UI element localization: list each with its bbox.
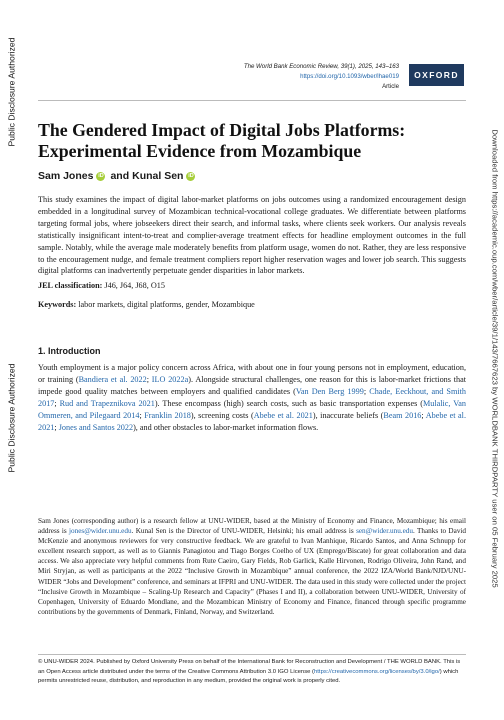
public-disclosure-stamp-top: Public Disclosure Authorized <box>6 37 17 147</box>
section-title: Introduction <box>48 346 101 356</box>
author-conjunction: and <box>110 170 130 182</box>
citation-link[interactable]: Rud and Trapeznikova 2021 <box>59 398 155 408</box>
header-divider <box>38 100 466 101</box>
jel-label: JEL classification: <box>38 281 103 290</box>
citation-link[interactable]: Franklin 2018 <box>144 410 191 420</box>
citation-link[interactable]: Abebe et al. 2021 <box>253 410 313 420</box>
keywords-label: Keywords: <box>38 300 77 309</box>
email-link[interactable]: sen@wider.unu.edu <box>356 527 413 536</box>
section-heading <box>38 346 466 356</box>
author-footnote: Sam Jones (corresponding author) is a research fellow at UNU-WIDER, based at the Ministry of Economy and Finance, Mozambique; his email address is jones@wider.unu.edu. Kunal Sen is the Director of UNU-WIDER, Helsinki; his email address is sen@wider.unu.edu. Thanks to David McKenzie and anonymous reviewers for very constructive feedback. We are grateful to Ivan Manhique, Ricardo Santos, and Anna Schnupp for excellent research support, as well as to Giannis Panagiotou and Tiago Borges Coelho of UX (Emprego/Biscate) for great collaboration and data access. We also appreciate very helpful comments from Rute Caeiro, Gary Fields, Rob Garlick, Kalle Hirvonen, Rodrigo Oliveira, John Rand, and Miri Stryjan, as well as participants at the 2022 “Inclusive Growth in Mozambique” annual conference, the 2022 IZA/World Bank/NJD/UNU-WIDER “Jobs and Development” conference, and seminars at IFPRI and UNU-WIDER. The data used in this study were collected under the project “Inclusive Growth in Mozambique – Scaling-Up Research and Capacity” (Phases I and II), a collaboration between UNU-WIDER, University of Copenhagen, University of Eduardo Mondlane, and the Mozambican Ministry of Economy and Finance, financed through specific programme contributions by the governments of Denmark, Finland, Norway, and Switzerland. <box>38 517 466 616</box>
article-type: Article <box>382 83 399 90</box>
journal-header <box>244 62 399 92</box>
section-number: 1. <box>38 346 46 356</box>
author-line <box>38 170 466 182</box>
orcid-icon[interactable]: iD <box>98 172 104 179</box>
oxford-logo: OXFORD <box>409 64 464 86</box>
abstract: This study examines the impact of digital labor-market platforms on jobs outcomes using a randomized encouragement design embedded in a longitudinal survey of Mozambican technical-vocational college graduates. We differentiate between platforms targeting formal jobs, where jobseekers direct their search, and informal tasks, where clients seek workers. Our analysis reveals statistically insignificant intent-to-treat and complier-average treatment effects for headline employment outcomes in the full sample. Notably, while the average male moderately benefits from platform usage, women do not. Rather, they are less responsive to the encouragement nudge, and female treatment compliers report higher reservation wages and lower job search. This suggests digital platforms can inadvertently perpetuate gender disparities in labor markets. <box>38 195 466 276</box>
email-link[interactable]: jones@wider.unu.edu <box>69 527 132 536</box>
orcid-icon[interactable]: iD <box>188 172 194 179</box>
citation-link[interactable]: Mulalic, Van Ommeren, and Pilegaard 2014 <box>38 398 466 420</box>
citation-link[interactable]: Jones and Santos 2022 <box>58 422 134 432</box>
jel-classification <box>38 280 466 291</box>
citation-link[interactable]: Chade, Eeckhout, and Smith 2017 <box>38 386 466 408</box>
keywords-value: labor markets, digital platforms, gender, Mozambique <box>78 300 255 309</box>
author-name: Kunal Sen <box>132 170 184 182</box>
jel-value: J46, J64, J68, O15 <box>104 281 165 290</box>
citation-link[interactable]: Beam 2016 <box>383 410 422 420</box>
download-watermark: Downloaded from https://academic.oup.com/wber/article/39/1/143/7667623 by WORLDBANK THIRDPARTY user on 05 February 2025 <box>490 128 500 588</box>
citation-link[interactable]: Bandiera et al. 2022 <box>78 374 147 384</box>
keywords <box>38 299 466 310</box>
citation-link[interactable]: Abebe et al. 2021 <box>38 410 467 432</box>
license-link[interactable]: https://creativecommons.org/licenses/by/3.0/igo/ <box>314 668 440 675</box>
citation-link[interactable]: Van Den Berg 1999 <box>295 386 364 396</box>
public-disclosure-stamp-bottom: Public Disclosure Authorized <box>6 363 17 473</box>
article-title: The Gendered Impact of Digital Jobs Platforms: Experimental Evidence from Mozambique <box>38 120 406 161</box>
copyright-notice: © UNU-WIDER 2024. Published by Oxford University Press on behalf of the International Bank for Reconstruction and Development / THE WORLD BANK. This is an Open Access article distributed under the terms of the Creative Commons Attribution 3.0 IGO License (https://creativecommons.org/licenses/by/3.0/igo/) which permits unrestricted reuse, distribution, and reproduction in any medium, provided the original work is properly cited. <box>38 654 466 687</box>
journal-citation: The World Bank Economic Review, 39(1), 2025, 143–163 <box>243 63 399 70</box>
copyright-divider <box>38 654 466 655</box>
citation-link[interactable]: ILO 2022a <box>151 374 189 384</box>
doi-link[interactable]: https://doi.org/10.1093/wber/lhae019 <box>300 73 399 80</box>
intro-paragraph: Youth employment is a major policy concern across Africa, with about one in four young persons not in employment, education, or training (Bandiera et al. 2022; ILO 2022a). Alongside structural challenges, one reason for this is labor-market frictions that impede good quality matches between employers and qualified candidates (Van Den Berg 1999; Chade, Eeckhout, and Smith 2017; Rud and Trapeznikova 2021). These encompass (high) search costs, such as basic transportation expenses (Mulalic, Van Ommeren, and Pilegaard 2014; Franklin 2018), screening costs (Abebe et al. 2021), inaccurate beliefs (Beam 2016; Abebe et al. 2021; Jones and Santos 2022), and other obstacles to labor-market information flows. <box>38 363 467 432</box>
author-name: Sam Jones <box>38 170 94 182</box>
